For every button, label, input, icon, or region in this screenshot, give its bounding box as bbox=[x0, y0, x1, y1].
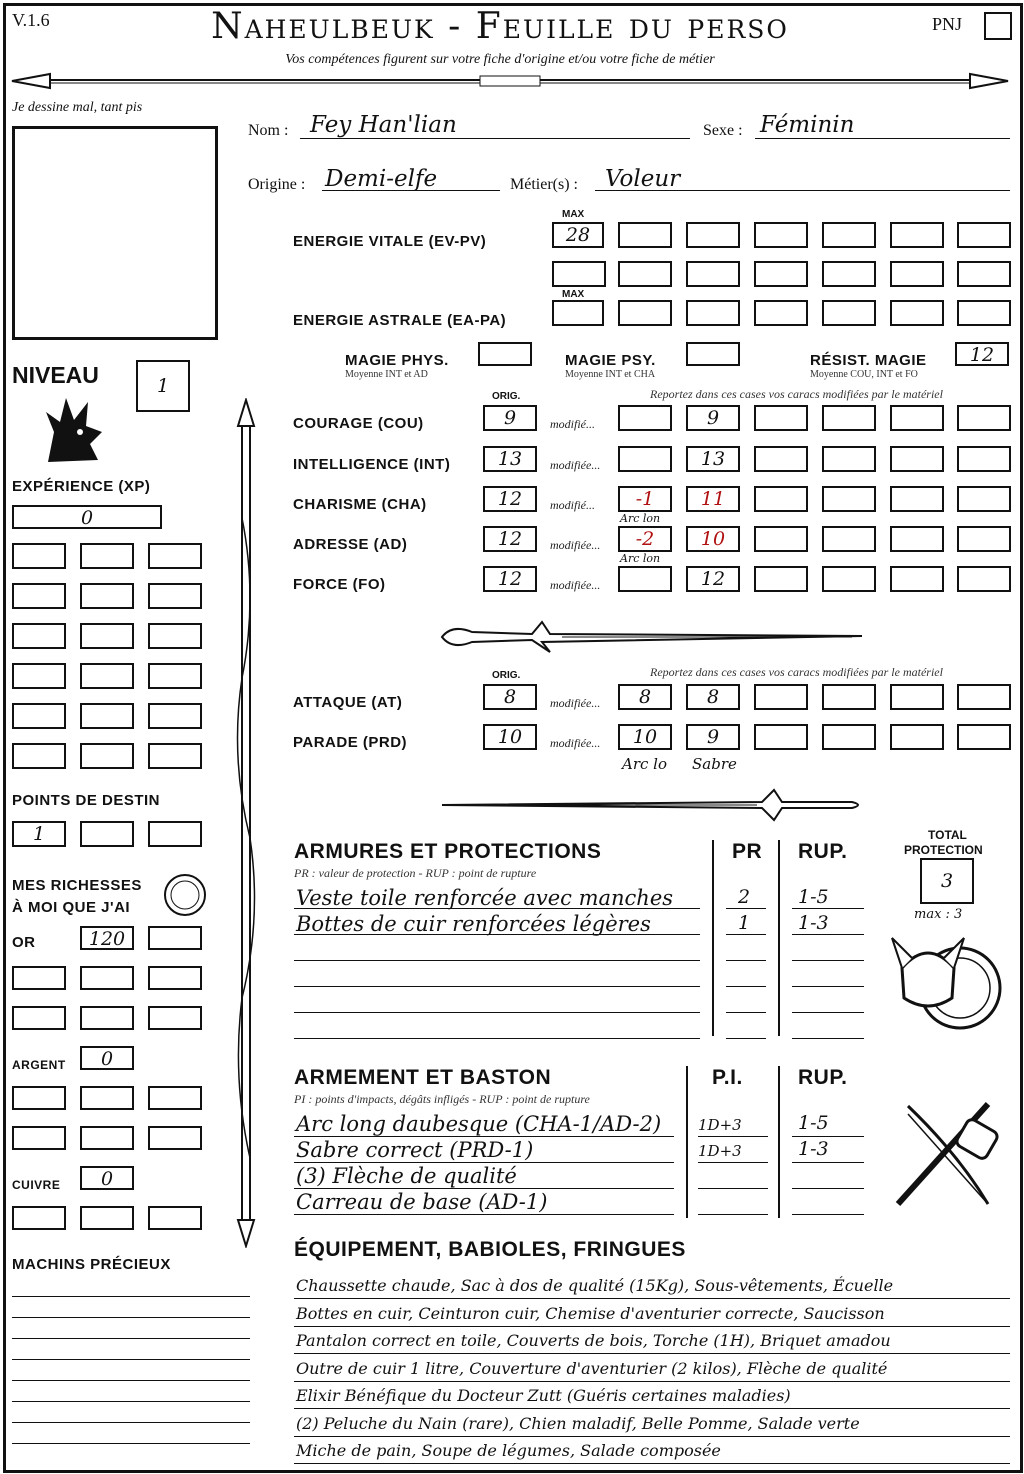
stat-box[interactable] bbox=[822, 526, 876, 552]
xp-box[interactable] bbox=[12, 543, 66, 569]
combat-box[interactable] bbox=[890, 724, 944, 750]
portrait-box[interactable] bbox=[12, 126, 218, 340]
ev-box[interactable] bbox=[890, 261, 944, 287]
destin-box[interactable] bbox=[148, 821, 202, 847]
weapons-col-divider bbox=[778, 1066, 780, 1218]
ea-max-box[interactable] bbox=[552, 300, 604, 326]
equipment-line bbox=[294, 1436, 1010, 1437]
armor-pr-line bbox=[726, 1012, 766, 1013]
stat-value-box[interactable]: 13 bbox=[686, 446, 740, 472]
xp-box[interactable] bbox=[148, 663, 202, 689]
ea-box[interactable] bbox=[754, 300, 808, 326]
equipment-item[interactable]: (2) Peluche du Nain (rare), Chien maladif, Belle Pomme, Salade verte bbox=[296, 1413, 860, 1433]
cuivre-label: CUIVRE bbox=[12, 1178, 61, 1192]
armor-rup[interactable]: 1-3 bbox=[798, 912, 829, 934]
armor-rup[interactable]: 1-5 bbox=[798, 886, 829, 908]
machins-line[interactable] bbox=[12, 1296, 250, 1297]
weapon-pi-line bbox=[698, 1136, 768, 1137]
stat-mod-box[interactable]: -2 bbox=[618, 526, 672, 552]
stat-orig-box[interactable]: 12 bbox=[483, 566, 537, 592]
weapon-rup-line bbox=[792, 1214, 864, 1215]
armor-pr-line bbox=[726, 908, 766, 909]
weapons-col-divider bbox=[686, 1066, 688, 1218]
metier-value[interactable]: Voleur bbox=[605, 166, 681, 192]
stat-box[interactable] bbox=[957, 526, 1011, 552]
magie-phys-label: MAGIE PHYS. bbox=[345, 352, 449, 369]
ea-box[interactable] bbox=[686, 300, 740, 326]
xp-box[interactable] bbox=[80, 703, 134, 729]
stat-box[interactable] bbox=[754, 405, 808, 431]
equipment-line bbox=[294, 1381, 1010, 1382]
version-label: V.1.6 bbox=[12, 10, 50, 30]
equipment-item[interactable]: Chaussette chaude, Sac à dos de qualité (15Kg), Sous-vêtements, Écuelle bbox=[296, 1276, 894, 1295]
nom-line bbox=[300, 138, 690, 139]
combat-orig-box[interactable]: 8 bbox=[483, 684, 537, 710]
ev-box[interactable] bbox=[552, 261, 606, 287]
argent-box[interactable]: 0 bbox=[80, 1046, 134, 1070]
weapon-pi-line bbox=[698, 1214, 768, 1215]
armor-rup-line bbox=[792, 986, 864, 987]
xp-box[interactable] bbox=[80, 663, 134, 689]
equipment-line bbox=[294, 1298, 1010, 1299]
xp-box[interactable] bbox=[148, 703, 202, 729]
richesses-label-1: MES RICHESSES bbox=[12, 877, 142, 894]
xp-box[interactable] bbox=[12, 663, 66, 689]
ev-box[interactable] bbox=[957, 261, 1011, 287]
machins-line[interactable] bbox=[12, 1338, 250, 1339]
weapon-rup[interactable]: 1-5 bbox=[798, 1112, 829, 1134]
armor-line bbox=[294, 960, 700, 961]
combat-label: ATTAQUE (AT) bbox=[293, 694, 403, 711]
ev-box[interactable] bbox=[822, 222, 876, 248]
ev-box[interactable] bbox=[957, 222, 1011, 248]
magie-phys-box[interactable] bbox=[478, 342, 532, 366]
combat-orig-box[interactable]: 10 bbox=[483, 724, 537, 750]
money-box[interactable] bbox=[148, 966, 202, 990]
money-box[interactable] bbox=[80, 1126, 134, 1150]
stat-orig-box[interactable]: 9 bbox=[483, 405, 537, 431]
money-box[interactable] bbox=[148, 926, 202, 950]
equipment-line bbox=[294, 1326, 1010, 1327]
weapon-line bbox=[294, 1188, 674, 1189]
stats-report-note: Reportez dans ces cases vos caracs modifiées par le matériel bbox=[650, 387, 943, 401]
ea-max-label: MAX bbox=[562, 289, 585, 300]
sword-icon bbox=[432, 780, 872, 830]
pnj-checkbox[interactable] bbox=[984, 12, 1012, 40]
combat-mod-box[interactable]: 8 bbox=[618, 684, 672, 710]
resist-magie-box[interactable]: 12 bbox=[955, 342, 1009, 366]
weapons-sub: PI : points d'impacts, dégâts infligés - RUP : point de rupture bbox=[294, 1092, 590, 1106]
stat-box[interactable] bbox=[822, 486, 876, 512]
money-box[interactable] bbox=[80, 966, 134, 990]
stat-mod-label: modifiée... bbox=[550, 538, 601, 552]
pnj-label: PNJ bbox=[932, 14, 963, 34]
nom-value[interactable]: Fey Han'lian bbox=[310, 112, 457, 138]
combat-box[interactable] bbox=[822, 724, 876, 750]
origine-label: Origine : bbox=[248, 176, 306, 193]
ev-max-label: MAX bbox=[562, 209, 585, 220]
xp-box[interactable] bbox=[80, 543, 134, 569]
equipment-line bbox=[294, 1408, 1010, 1409]
ev-box[interactable] bbox=[890, 222, 944, 248]
armor-pr-line bbox=[726, 960, 766, 961]
equipment-item[interactable]: Bottes en cuir, Ceinturon cuir, Chemise d'aventurier correcte, Saucisson bbox=[296, 1303, 885, 1323]
money-box[interactable] bbox=[12, 966, 66, 990]
stat-mod-box[interactable]: -1 bbox=[618, 486, 672, 512]
argent-label: ARGENT bbox=[12, 1058, 66, 1072]
helmet-shield-icon bbox=[888, 928, 1008, 1038]
or-box[interactable]: 120 bbox=[80, 926, 134, 950]
armor-rup-line bbox=[792, 908, 864, 909]
combat-box[interactable] bbox=[822, 684, 876, 710]
equipment-item[interactable]: Pantalon correct en toile, Couverts de bois, Torche (1H), Briquet amadou bbox=[296, 1331, 891, 1350]
money-box[interactable] bbox=[12, 1126, 66, 1150]
xp-box[interactable] bbox=[12, 583, 66, 609]
machins-line[interactable] bbox=[12, 1401, 250, 1402]
ea-box[interactable] bbox=[822, 300, 876, 326]
stat-mod-note: Arc lon bbox=[620, 512, 661, 525]
stats-orig-label: ORIG. bbox=[492, 391, 521, 402]
weapon-rup[interactable]: 1-3 bbox=[798, 1138, 829, 1160]
destin-box[interactable]: 1 bbox=[12, 821, 66, 847]
money-box[interactable] bbox=[148, 1126, 202, 1150]
combat-orig-label: ORIG. bbox=[492, 670, 521, 681]
machins-line[interactable] bbox=[12, 1380, 250, 1381]
combat-mod-box[interactable]: 10 bbox=[618, 724, 672, 750]
money-box[interactable] bbox=[148, 1086, 202, 1110]
armor-rup-line bbox=[792, 1012, 864, 1013]
stat-label: ADRESSE (AD) bbox=[293, 536, 408, 553]
money-box[interactable] bbox=[148, 1206, 202, 1230]
ea-box[interactable] bbox=[957, 300, 1011, 326]
stat-box[interactable] bbox=[890, 566, 944, 592]
money-box[interactable] bbox=[80, 1006, 134, 1030]
stat-orig-box[interactable]: 12 bbox=[483, 526, 537, 552]
magie-phys-sub: Moyenne INT et AD bbox=[345, 369, 428, 380]
stat-mod-box[interactable] bbox=[618, 405, 672, 431]
armor-pr[interactable]: 2 bbox=[738, 886, 751, 908]
equipment-line bbox=[294, 1353, 1010, 1354]
ea-box[interactable] bbox=[618, 300, 672, 326]
niveau-label: NIVEAU bbox=[12, 362, 99, 388]
stat-orig-box[interactable]: 12 bbox=[483, 486, 537, 512]
combat-report-note: Reportez dans ces cases vos caracs modifiées par le matériel bbox=[650, 665, 943, 679]
sexe-value[interactable]: Féminin bbox=[760, 112, 855, 138]
armor-line bbox=[294, 1012, 700, 1013]
xp-label: EXPÉRIENCE (XP) bbox=[12, 478, 151, 495]
combat-box[interactable] bbox=[957, 724, 1011, 750]
armor-name[interactable]: Bottes de cuir renforcées légères bbox=[296, 912, 651, 936]
sexe-label: Sexe : bbox=[703, 122, 743, 139]
equipment-item[interactable]: Elixir Bénéfique du Docteur Zutt (Guéris certaines maladies) bbox=[296, 1386, 791, 1405]
resist-magie-label: RÉSIST. MAGIE bbox=[810, 352, 927, 369]
armor-pr-label: PR bbox=[732, 840, 763, 863]
stat-value-box[interactable]: 10 bbox=[686, 526, 740, 552]
stat-mod-box[interactable] bbox=[618, 446, 672, 472]
total-max-note: max : 3 bbox=[914, 907, 963, 922]
weapon-rup-line bbox=[792, 1188, 864, 1189]
weapons-pi-label: P.I. bbox=[712, 1066, 743, 1089]
spear-divider-icon bbox=[10, 68, 1010, 92]
stat-box[interactable] bbox=[822, 566, 876, 592]
portrait-caption: Je dessine mal, tant pis bbox=[12, 100, 143, 115]
spear-icon bbox=[228, 398, 264, 1248]
xp-box[interactable] bbox=[148, 583, 202, 609]
armor-rup-label: RUP. bbox=[798, 840, 848, 863]
stat-mod-label: modifiée... bbox=[550, 458, 601, 472]
magie-psy-sub: Moyenne INT et CHA bbox=[565, 369, 656, 380]
total-protection-box[interactable]: 3 bbox=[920, 858, 974, 904]
stat-label: INTELLIGENCE (INT) bbox=[293, 456, 451, 473]
xp-box[interactable] bbox=[80, 623, 134, 649]
equipment-title: ÉQUIPEMENT, BABIOLES, FRINGUES bbox=[294, 1238, 686, 1261]
stat-box[interactable] bbox=[957, 566, 1011, 592]
xp-box[interactable] bbox=[80, 583, 134, 609]
stat-mod-box[interactable] bbox=[618, 566, 672, 592]
weapon-name[interactable]: Sabre correct (PRD-1) bbox=[296, 1138, 534, 1162]
machins-line[interactable] bbox=[12, 1422, 250, 1423]
combat-note-arc: Arc lo bbox=[622, 755, 667, 773]
total-label-1: TOTAL bbox=[928, 828, 967, 842]
ev-box[interactable] bbox=[822, 261, 876, 287]
cuivre-box[interactable]: 0 bbox=[80, 1166, 134, 1190]
sword-icon bbox=[432, 612, 872, 662]
armor-name[interactable]: Veste toile renforcée avec manches bbox=[296, 886, 674, 910]
money-box[interactable] bbox=[80, 1086, 134, 1110]
combat-box[interactable] bbox=[957, 684, 1011, 710]
money-box[interactable] bbox=[12, 1086, 66, 1110]
weapon-rup-line bbox=[792, 1162, 864, 1163]
stat-mod-label: modifié... bbox=[550, 498, 595, 512]
stat-label: COURAGE (COU) bbox=[293, 415, 424, 432]
stat-box[interactable] bbox=[890, 486, 944, 512]
weapon-name[interactable]: Arc long daubesque (CHA-1/AD-2) bbox=[296, 1112, 662, 1136]
combat-box[interactable] bbox=[754, 684, 808, 710]
weapon-line bbox=[294, 1214, 674, 1215]
armor-line bbox=[294, 1038, 700, 1039]
stat-box[interactable] bbox=[754, 486, 808, 512]
destin-box[interactable] bbox=[80, 821, 134, 847]
weapon-pi-line bbox=[698, 1188, 768, 1189]
ev-box[interactable] bbox=[754, 222, 808, 248]
nom-label: Nom : bbox=[248, 122, 289, 139]
xp-box[interactable] bbox=[12, 623, 66, 649]
combat-note-sabre: Sabre bbox=[692, 755, 737, 773]
niveau-box[interactable]: 1 bbox=[136, 360, 190, 412]
stat-box[interactable] bbox=[754, 446, 808, 472]
ev-max-box[interactable]: 28 bbox=[552, 222, 604, 248]
destin-label: POINTS DE DESTIN bbox=[12, 792, 161, 809]
stat-box[interactable] bbox=[890, 405, 944, 431]
ea-label: ENERGIE ASTRALE (EA-PA) bbox=[293, 312, 507, 329]
armor-pr-line bbox=[726, 986, 766, 987]
xp-box[interactable] bbox=[12, 743, 66, 769]
origine-value[interactable]: Demi-elfe bbox=[325, 166, 438, 192]
weapon-pi[interactable]: 1D+3 bbox=[698, 1116, 742, 1134]
money-box[interactable] bbox=[148, 1006, 202, 1030]
combat-mod-label: modifiée... bbox=[550, 736, 601, 750]
machins-label: MACHINS PRÉCIEUX bbox=[12, 1256, 171, 1273]
stat-mod-label: modifiée... bbox=[550, 578, 601, 592]
armor-col-divider bbox=[712, 840, 714, 1036]
stat-box[interactable] bbox=[822, 405, 876, 431]
armor-rup-line bbox=[792, 1038, 864, 1039]
equipment-line bbox=[294, 1463, 1010, 1464]
stat-value-box[interactable]: 11 bbox=[686, 486, 740, 512]
ev-box[interactable] bbox=[618, 222, 672, 248]
armor-title: ARMURES ET PROTECTIONS bbox=[294, 840, 602, 863]
sexe-line bbox=[755, 138, 1010, 139]
armor-pr[interactable]: 1 bbox=[738, 912, 751, 934]
or-label: OR bbox=[12, 934, 36, 951]
magie-psy-box[interactable] bbox=[686, 342, 740, 366]
coin-icon bbox=[162, 872, 208, 918]
stat-value-box[interactable]: 12 bbox=[686, 566, 740, 592]
stat-box[interactable] bbox=[890, 526, 944, 552]
stat-box[interactable] bbox=[754, 526, 808, 552]
combat-mod-label: modifiée... bbox=[550, 696, 601, 710]
stat-box[interactable] bbox=[890, 446, 944, 472]
stat-label: CHARISME (CHA) bbox=[293, 496, 427, 513]
armor-col-divider bbox=[778, 840, 780, 1036]
combat-box[interactable] bbox=[890, 684, 944, 710]
weapons-title: ARMEMENT ET BASTON bbox=[294, 1066, 552, 1089]
armor-rup-line bbox=[792, 960, 864, 961]
metier-label: Métier(s) : bbox=[510, 176, 578, 193]
xp-box[interactable] bbox=[148, 743, 202, 769]
ea-box[interactable] bbox=[890, 300, 944, 326]
stat-label: FORCE (FO) bbox=[293, 576, 386, 593]
ev-box[interactable] bbox=[686, 261, 740, 287]
ev-box[interactable] bbox=[686, 222, 740, 248]
magie-psy-label: MAGIE PSY. bbox=[565, 352, 656, 369]
armor-sub: PR : valeur de protection - RUP : point de rupture bbox=[294, 866, 537, 880]
equipment-item[interactable]: Miche de pain, Soupe de légumes, Salade composée bbox=[296, 1441, 721, 1460]
dragon-icon bbox=[40, 392, 106, 464]
weapon-line bbox=[294, 1136, 674, 1137]
xp-box[interactable] bbox=[148, 543, 202, 569]
stat-box[interactable] bbox=[957, 486, 1011, 512]
armor-pr-line bbox=[726, 934, 766, 935]
armor-rup-line bbox=[792, 934, 864, 935]
ev-box[interactable] bbox=[618, 261, 672, 287]
header-subtitle: Vos compétences figurent sur votre fiche d'origine et/ou votre fiche de métier bbox=[285, 52, 715, 67]
weapons-rup-label: RUP. bbox=[798, 1066, 848, 1089]
equipment-item[interactable]: Outre de cuir 1 litre, Couverture d'aventurier (2 kilos), Flèche de qualité bbox=[296, 1358, 888, 1378]
money-box[interactable] bbox=[12, 1206, 66, 1230]
weapon-line bbox=[294, 1162, 674, 1163]
stat-mod-note: Arc lon bbox=[620, 552, 661, 565]
machins-line[interactable] bbox=[12, 1443, 250, 1444]
resist-magie-sub: Moyenne COU, INT et FO bbox=[810, 369, 918, 380]
stat-orig-box[interactable]: 13 bbox=[483, 446, 537, 472]
combat-value-box[interactable]: 8 bbox=[686, 684, 740, 710]
combat-box[interactable] bbox=[754, 724, 808, 750]
combat-value-box[interactable]: 9 bbox=[686, 724, 740, 750]
stat-box[interactable] bbox=[957, 446, 1011, 472]
xp-box[interactable]: 0 bbox=[12, 505, 162, 529]
stat-value-box[interactable]: 9 bbox=[686, 405, 740, 431]
money-box[interactable] bbox=[12, 1006, 66, 1030]
xp-box[interactable] bbox=[148, 623, 202, 649]
combat-label: PARADE (PRD) bbox=[293, 734, 408, 751]
xp-box[interactable] bbox=[12, 703, 66, 729]
crossed-weapons-icon bbox=[888, 1094, 1006, 1214]
money-box[interactable] bbox=[80, 1206, 134, 1230]
total-label-2: PROTECTION bbox=[904, 843, 983, 857]
weapon-rup-line bbox=[792, 1136, 864, 1137]
xp-box[interactable] bbox=[80, 743, 134, 769]
ev-label: ENERGIE VITALE (EV-PV) bbox=[293, 233, 487, 250]
armor-pr-line bbox=[726, 1038, 766, 1039]
stat-mod-label: modifié... bbox=[550, 417, 595, 431]
ev-box[interactable] bbox=[754, 261, 808, 287]
stat-box[interactable] bbox=[957, 405, 1011, 431]
stat-box[interactable] bbox=[822, 446, 876, 472]
weapon-name[interactable]: Carreau de base (AD-1) bbox=[296, 1190, 548, 1214]
sheet-title: Naheulbeuk - Feuille du perso bbox=[211, 6, 789, 47]
machins-line[interactable] bbox=[12, 1317, 250, 1318]
weapon-pi-line bbox=[698, 1162, 768, 1163]
weapon-pi[interactable]: 1D+3 bbox=[698, 1142, 742, 1160]
machins-line[interactable] bbox=[12, 1359, 250, 1360]
richesses-label-2: À MOI QUE J'AI bbox=[12, 899, 131, 916]
armor-line bbox=[294, 986, 700, 987]
weapon-name[interactable]: (3) Flèche de qualité bbox=[296, 1164, 517, 1188]
stat-box[interactable] bbox=[754, 566, 808, 592]
